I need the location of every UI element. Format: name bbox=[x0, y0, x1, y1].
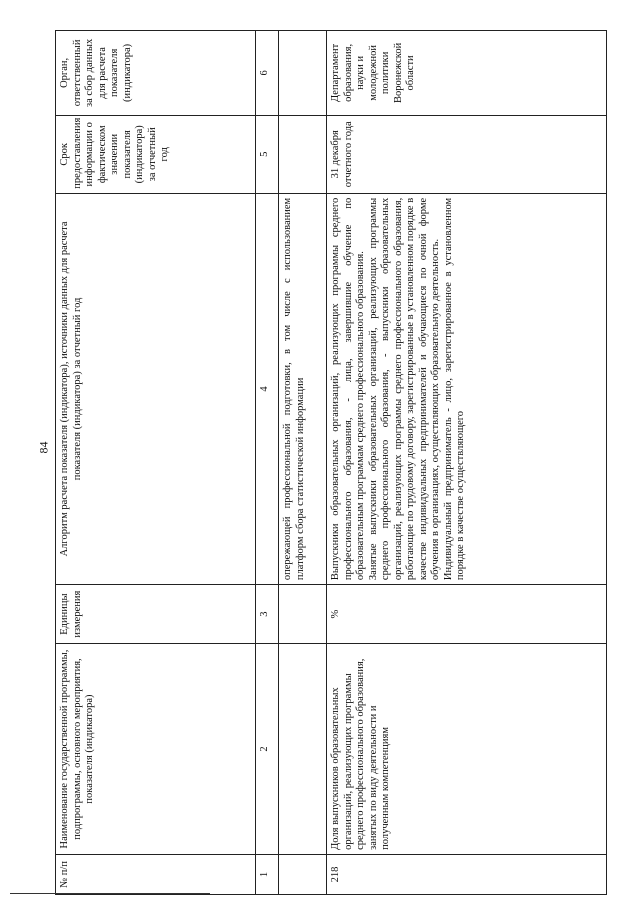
header-responsible: Орган, ответственный за сбор данных для расчета показателя (индикатора) bbox=[56, 31, 256, 116]
table-row bbox=[327, 31, 607, 895]
rotated-table-container bbox=[55, 30, 640, 888]
column-number: 2 bbox=[256, 644, 279, 855]
responsible-body: Департамент образования, науки и молодежной политики Воронежской области bbox=[327, 31, 607, 116]
header-deadline: Срок предоставления информации о фактическом значении показателя (индикатора) за отчетный год bbox=[56, 115, 256, 193]
header-algorithm: Алгоритм расчета показателя (индикатора), источники данных для расчета показателя (индикатора) за отчетный год bbox=[56, 193, 256, 584]
unit: % bbox=[327, 585, 607, 644]
row-number: 218 bbox=[327, 854, 607, 894]
indicator-name: Доля выпускников образовательных организаций, реализующих программы среднего профессионального образования, занятых по виду деятельности и полученным компетенциям bbox=[327, 644, 607, 855]
header-row bbox=[56, 31, 256, 895]
deadline: 31 декабря отчетного года bbox=[327, 115, 607, 193]
continuation-row bbox=[279, 31, 327, 895]
algorithm-paragraph: Индивидуальный предприниматель - лицо, зарегистрированное в установленном порядке в качестве осуществляющего bbox=[442, 197, 466, 581]
header-num: № п/п bbox=[56, 854, 256, 894]
algorithm-cell bbox=[327, 193, 607, 584]
column-number: 1 bbox=[256, 854, 279, 894]
column-number: 5 bbox=[256, 115, 279, 193]
column-number-row bbox=[256, 31, 279, 895]
continuation-text: опережающей профессиональной подготовки, в том числе с использованием платформ сбора статистической информации bbox=[279, 193, 327, 584]
algorithm-paragraph: Занятые выпускники образовательных организаций, реализующих программы среднего профессионального образования, - выпускники образовательных организаций, реализующих программы среднего профессионального образования, работающие по трудовому договору, зарегистрированные в установленном порядке в качестве индивидуальных предпринимателей и обучающиеся по очной форме обучения в организациях, осуществляющих образовательную деятельность. bbox=[367, 197, 441, 581]
column-number: 6 bbox=[256, 31, 279, 116]
page-number: 84 bbox=[36, 441, 51, 454]
indicator-table bbox=[55, 30, 607, 895]
column-number: 3 bbox=[256, 585, 279, 644]
column-number: 4 bbox=[256, 193, 279, 584]
header-unit: Единицы измерения bbox=[56, 585, 256, 644]
algorithm-paragraph: Выпускники образовательных организаций, реализующих программы среднего профессионального образования, - лица, завершившие обучение по образовательным программам среднего профессионального образования. bbox=[330, 197, 366, 581]
header-name: Наименование государственной программы, подпрограммы, основного мероприятия, показателя (индикатора) bbox=[56, 644, 256, 855]
footer-rule bbox=[10, 893, 210, 894]
